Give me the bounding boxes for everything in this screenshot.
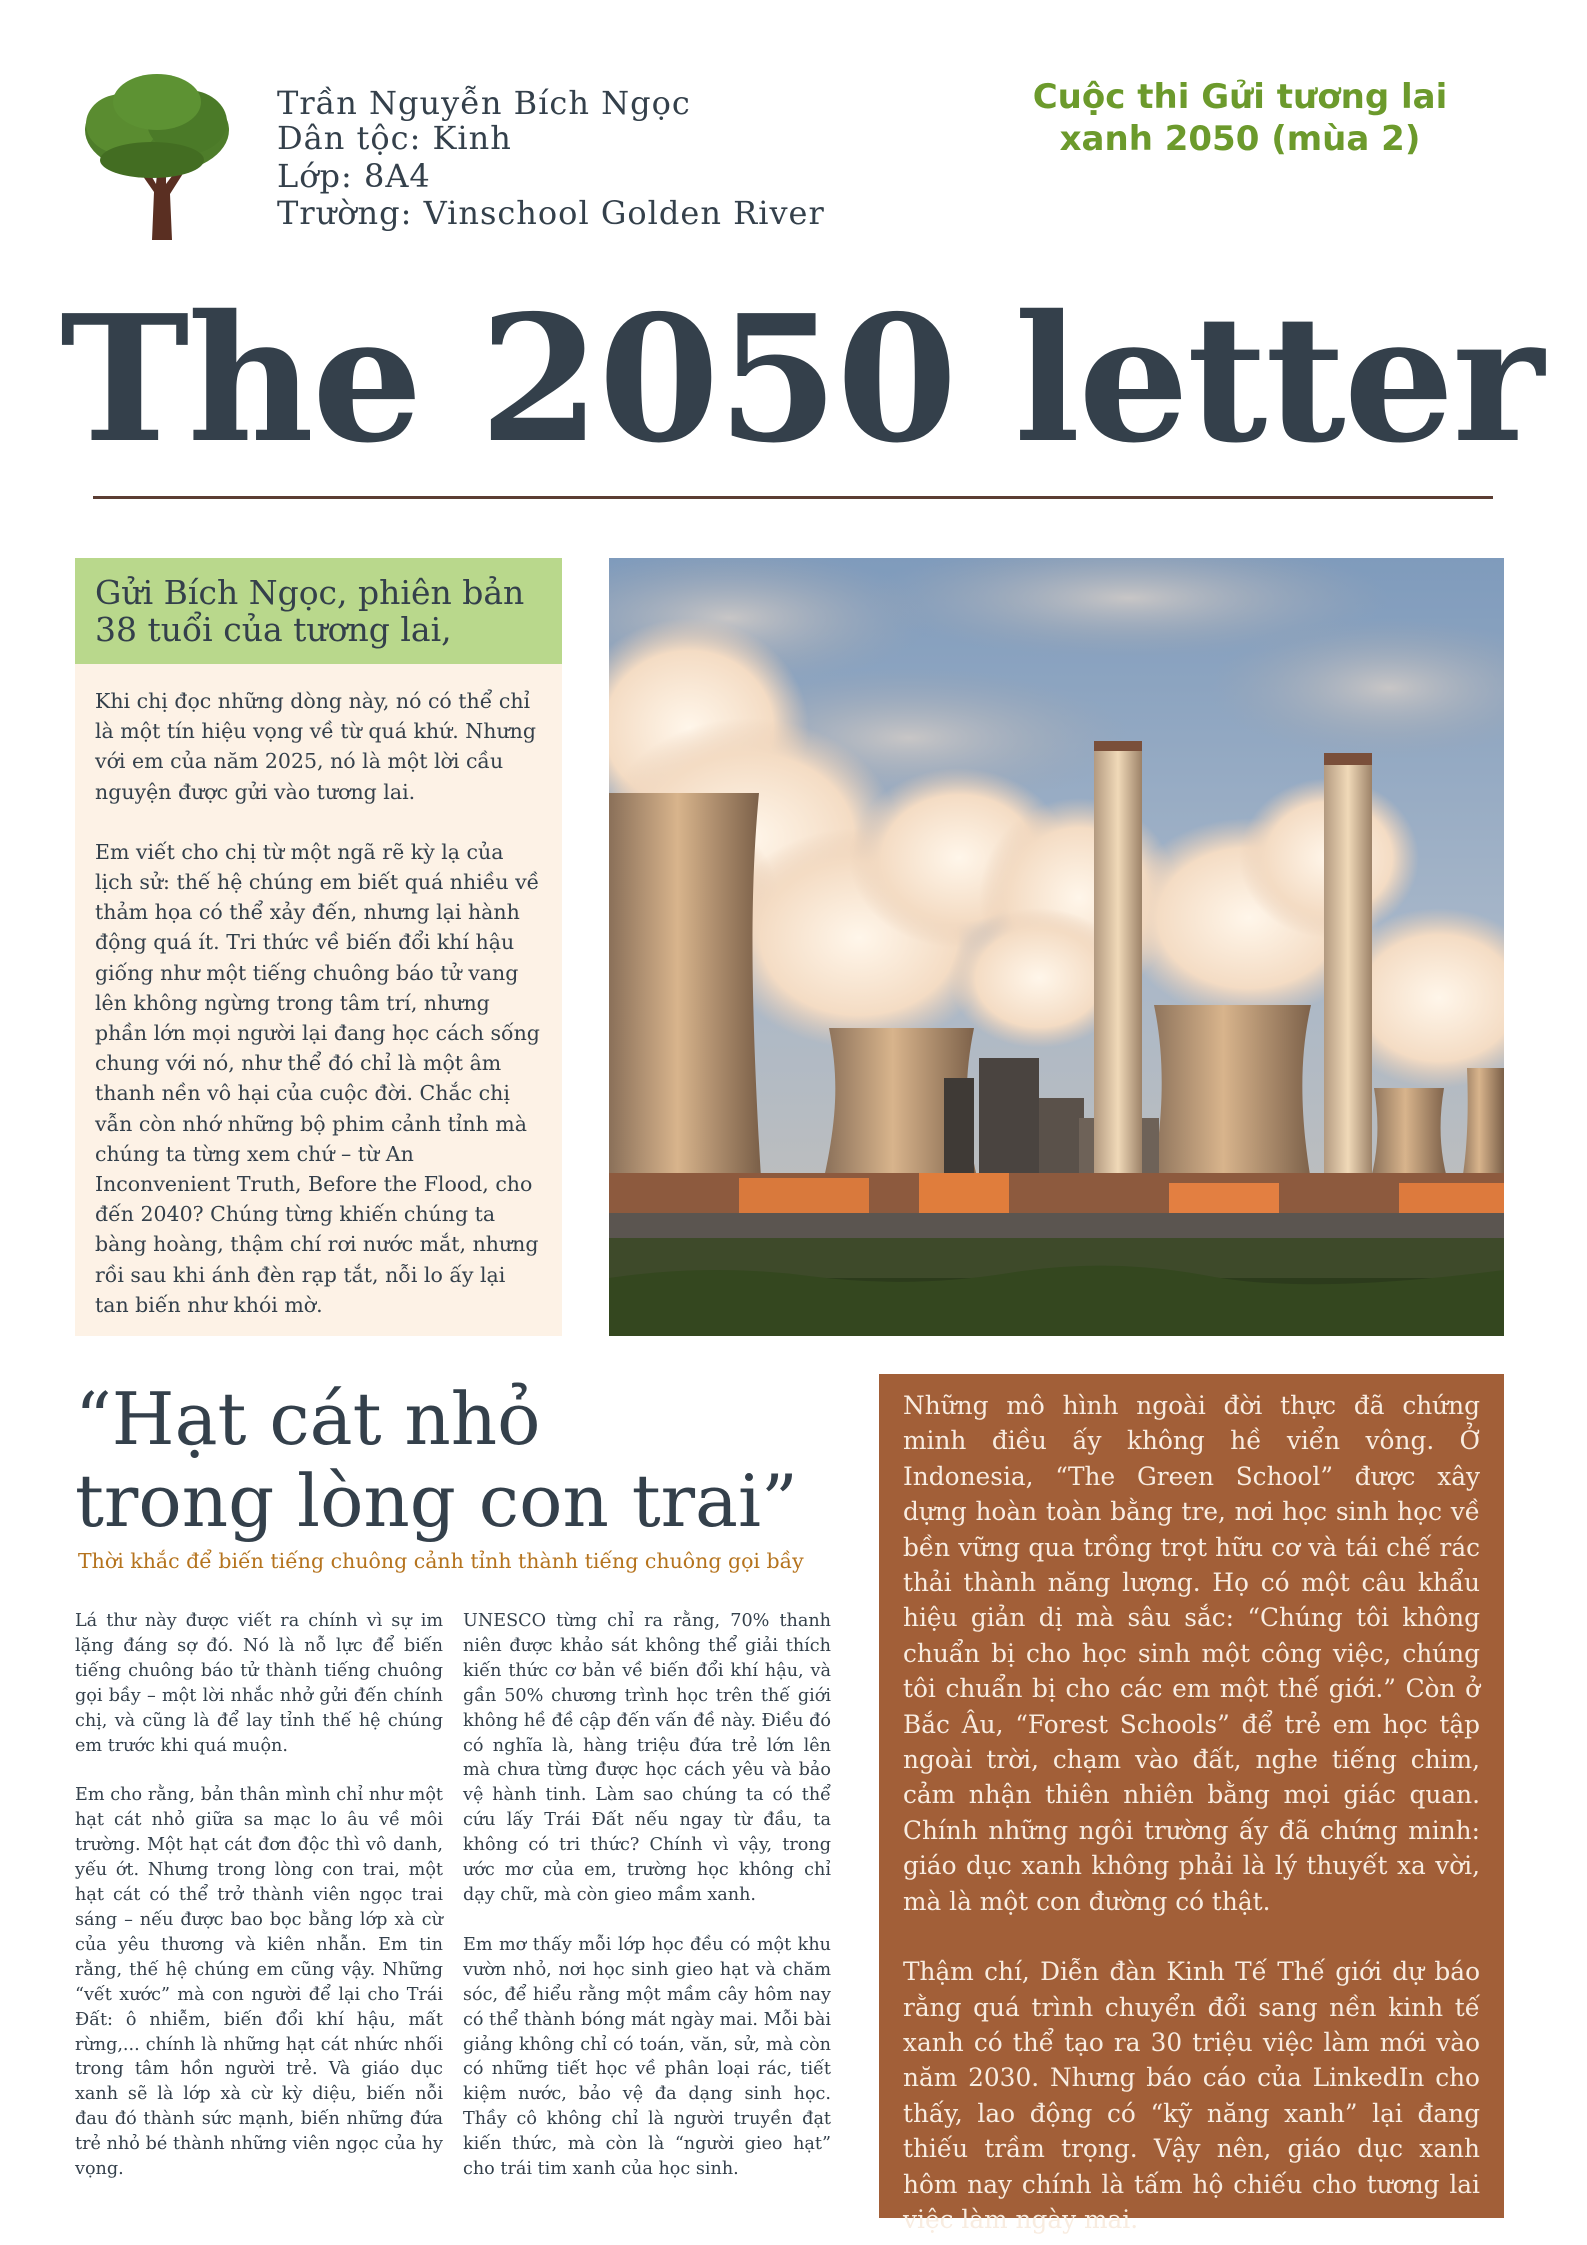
tree-icon: [82, 72, 232, 240]
author-name: Trần Nguyễn Bích Ngọc: [277, 84, 691, 122]
section-subtitle: Thời khắc để biến tiếng chuông cảnh tỉnh thành tiếng chuông gọi bầy: [78, 1549, 804, 1573]
power-plant-photo: [609, 558, 1504, 1336]
intro-paragraph: Em viết cho chị từ một ngã rẽ kỳ lạ của lịch sử: thế hệ chúng em biết quá nhiều về thảm họa có thể xảy đến, nhưng lại hành động quá ít. Tri thức về biến đổi khí hậu giống như một tiếng chuông báo tử vang lên không ngừng trong tâm trí, nhưng phần lớn mọi người lại đang học cách sống chung với nó, như thể đó chỉ là một âm thanh nền vô hại của cuộc đời. Chắc chị vẫn còn nhớ những bộ phim cảnh tỉnh mà chúng ta từng xem chứ – từ An Inconvenient Truth, Before the Flood, cho đến 2040? Chúng từng khiến chúng ta bàng hoàng, thậm chí rơi nước mắt, nhưng rồi sau khi ánh đèn rạp tắt, nỗi lo ấy lại tan biến như khói mờ.: [95, 839, 540, 1317]
highlight-paragraph: Những mô hình ngoài đời thực đã chứng minh điều ấy không hề viển vông. Ở Indonesia, “The Green School” được xây dựng hoàn toàn bằng tre, nơi học sinh học về bền vững qua trồng trọt hữu cơ và tái chế rác thải thành năng lượng. Họ có một câu khẩu hiệu giản dị mà sâu sắc: “Chúng tôi không chuẩn bị cho học sinh một công việc, chúng tôi chuẩn bị cho các em một thế giới.” Còn ở Bắc Âu, “Forest Schools” để trẻ em học tập ngoài trời, chạm vào đất, nghe tiếng chim, cảm nhận thiên nhiên bằng mọi giác quan. Chính những ngôi trường ấy đã chứng minh: giáo dục xanh không phải là lý thuyết xa vời, mà là một con đường có thật.: [903, 1391, 1480, 1916]
highlight-box: [879, 1374, 1504, 2234]
greeting-box: [75, 558, 562, 664]
greeting-line-2: 38 tuổi của tương lai,: [95, 610, 452, 649]
intro-paragraph: Khi chị đọc những dòng này, nó có thể chỉ là một tín hiệu vọng về từ quá khứ. Nhưng với em của năm 2025, nó là một lời cầu nguyện được gửi vào tương lai.: [95, 689, 536, 804]
highlight-paragraph: Thậm chí, Diễn đàn Kinh Tế Thế giới dự báo rằng quá trình chuyển đổi sang nền kinh tế xanh có thể tạo ra 30 triệu việc làm mới vào năm 2030. Nhưng báo cáo của LinkedIn cho thấy, lao động có “kỹ năng xanh” lại đang thiếu trầm trọng. Vậy nên, giáo dục xanh hôm nay chính là tấm hộ chiếu cho tương lai việc làm ngày mai.: [903, 1957, 1480, 2234]
body-paragraph: Em cho rằng, bản thân mình chỉ như một hạt cát nhỏ giữa sa mạc lo âu về môi trường. Một hạt cát đơn độc thì vô danh, yếu ớt. Nhưng trong lòng con trai, một hạt cát có thể trở thành viên ngọc trai sáng – nếu được bao bọc bằng lớp xà cừ của yêu thương và kiên nhẫn. Em tin rằng, thế hệ chúng em cũng vậy. Những “vết xước” mà con người để lại cho Trái Đất: ô nhiễm, biến đổi khí hậu, mất rừng,... chính là những hạt cát nhức nhối trong tâm hồn người trẻ. Và giáo dục xanh sẽ là lớp xà cừ kỳ diệu, biến nỗi đau đó thành sức mạnh, biến những đứa trẻ nhỏ bé thành những viên ngọc của hy vọng.: [75, 1785, 443, 2180]
author-school: Trường: Vinschool Golden River: [277, 194, 825, 232]
greeting-line-1: Gửi Bích Ngọc, phiên bản: [95, 573, 525, 612]
body-paragraph: UNESCO từng chỉ ra rằng, 70% thanh niên được khảo sát không thể giải thích kiến thức cơ bản về biến đổi khí hậu, và gần 50% chương trình học trên thế giới không hề đề cập đến vấn đề này. Điều đó có nghĩa là, hàng triệu đứa trẻ lớn lên mà chưa từng được học cách yêu và bảo vệ hành tinh. Làm sao chúng ta có thể cứu lấy Trái Đất nếu ngay từ đầu, ta không có tri thức? Chính vì vậy, trong ước mơ của em, trường học không chỉ dạy chữ, mà còn gieo mầm xanh.: [463, 1611, 831, 1905]
page-title: The 2050 letter: [60, 278, 1543, 482]
intro-text-box: [75, 664, 562, 1336]
body-column-1: [75, 1609, 443, 2207]
section-heading: [75, 1378, 895, 1542]
author-ethnicity: Dân tộc: Kinh: [277, 119, 512, 157]
contest-title-line-1: Cuộc thi Gửi tương lai: [1032, 77, 1448, 117]
body-paragraph: Em mơ thấy mỗi lớp học đều có một khu vườn nhỏ, nơi học sinh gieo hạt và chăm sóc, để hiểu rằng một mầm cây hôm nay có thể thành bóng mát ngày mai. Mỗi bài giảng không chỉ có toán, văn, sử, mà còn có những tiết học về phân loại rác, tiết kiệm nước, bảo vệ đa dạng sinh học. Thầy cô không chỉ là người truyền đạt kiến thức, mà còn là “người gieo hạt” cho trái tim xanh của học sinh.: [463, 1934, 831, 2180]
body-paragraph: Lá thư này được viết ra chính vì sự im lặng đáng sợ đó. Nó là nỗ lực để biến tiếng chuông báo tử thành tiếng chuông gọi bầy – một lời nhắc nhở gửi đến chính chị, và cũng là để lay tỉnh thế hệ chúng em trước khi quá muộn.: [75, 1611, 443, 1756]
author-class: Lớp: 8A4: [277, 157, 431, 195]
section-heading-line-2: trong lòng con trai”: [75, 1459, 798, 1543]
contest-title-line-2: xanh 2050 (mùa 2): [1059, 119, 1421, 159]
body-column-2: [463, 1609, 831, 2207]
contest-title: [1010, 76, 1470, 160]
section-heading-line-1: “Hạt cát nhỏ: [75, 1377, 541, 1461]
title-divider: [93, 496, 1493, 499]
